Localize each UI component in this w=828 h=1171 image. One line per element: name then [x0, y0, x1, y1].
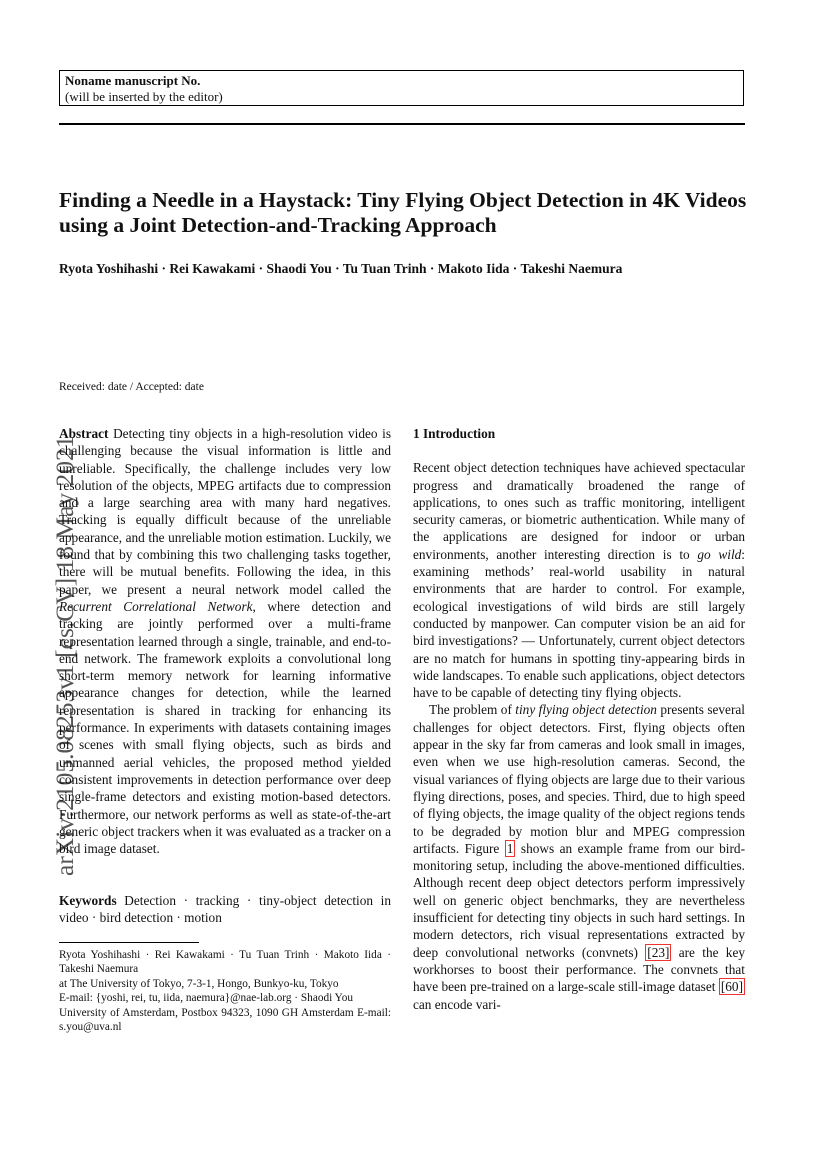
manuscript-note: (will be inserted by the editor) — [65, 89, 223, 104]
arxiv-id: arXiv:2105.08253v1 [cs.CV] 18 May 2021 — [50, 435, 79, 876]
citation-link-60[interactable]: [60] — [720, 979, 743, 995]
keywords — [59, 892, 391, 927]
intro-p1-a: Recent object detection techniques have achieved spectacular progress and dramatically broadened the range of applications, to ones such as traffic monitoring, intelligent security cameras, or biometric authentication. While many of the applications are designed for indoor or urban environments, another interesting direction is to — [413, 460, 745, 562]
intro-paragraph-1 — [413, 459, 745, 701]
footnote-line-2: at The University of Tokyo, 7-3-1, Hongo, Bunkyo-ku, Tokyo — [59, 977, 339, 990]
footnote-rule — [59, 942, 199, 943]
intro-p2-c: shows an example frame from our bird-monitoring setup, including the above-mentioned difficulties. Although recent deep object detectors perform impressively well on generic object benchmarks, they are nevertheless insufficient for detecting tiny objects in such hard settings. In modern detectors, rich visual representations extracted by deep convolutional networks (convnets) — [413, 840, 745, 960]
intro-p2-a: The problem of — [429, 702, 516, 718]
abstract-heading: Abstract — [59, 426, 109, 441]
intro-p2-d: are the key workhorses to boost their performance. The convnets that have been pre-trained on a large-scale still-image dataset — [413, 944, 745, 995]
abstract-text-2: , where detection and tracking are jointly performed over a multi-frame representation learned through a single, trainable, and end-to-end network. The framework exploits a convolutional long short-term memory network for learning informative appearance changes for detection, while the learned representation is shared in tracking for enhancing its performance. In experiments with datasets containing images of scenes with small flying objects, such as birds and unmanned aerial vehicles, the proposed method yielded consistent improvements in detection performance over deep single-frame detectors and existing motion-based detectors. Furthermore, our network performs as well as state-of-the-art generic object trackers when it was evaluated as a tracker on a bird image dataset. — [59, 598, 391, 857]
intro-p1-emph: go wild — [697, 546, 742, 562]
abstract — [59, 425, 391, 857]
citation-link-23[interactable]: [23] — [647, 944, 670, 960]
keywords-heading: Keywords — [59, 893, 117, 908]
abstract-emph: Recurrent Correlational Network — [59, 598, 253, 614]
intro-p2-e: can encode vari- — [413, 996, 501, 1012]
manuscript-label: Noname manuscript No. — [65, 73, 201, 88]
footnote-line-3: E-mail: {yoshi, rei, tu, iida, naemura}@nae-lab.org · Shaodi You — [59, 992, 353, 1005]
arxiv-sidebar — [16, 356, 79, 876]
figure-ref-link[interactable]: 1 — [506, 840, 514, 856]
intro-paragraph-2 — [413, 701, 745, 1012]
header-rule — [59, 123, 745, 125]
received-line: Received: date / Accepted: date — [59, 381, 204, 393]
intro-p2-b: presents several challenges for object detectors. First, flying objects often appear in the sky far from cameras and look small in images, even when we use high-resolution cameras. Second, the visual variances of flying objects are large due to their various flying directions, poses, and species. Third, due to high speed of flying objects, the image quality of the object regions tends to be degraded by motion blur and MPEG compression artifacts. Figure — [413, 702, 745, 856]
intro-p2-emph: tiny flying object detection — [515, 702, 657, 718]
affiliation-footnote — [59, 948, 391, 1034]
keywords-text: Detection · tracking · tiny-object detection in video · bird detection · motion — [59, 893, 391, 926]
abstract-text-1: Detecting tiny objects in a high-resolution video is challenging because the visual information is little and unreliable. Specifically, the challenge includes very low resolution of the objects, MPEG artifacts due to compression and a large searching area with many hard negatives. Tracking is equally difficult because of the unreliable appearance, and the unreliable motion estimation. Luckily, we found that by combining this two challenging tasks together, there will be mutual benefits. Following the idea, in this paper, we present a neural network model called the — [59, 426, 391, 597]
intro-heading: 1 Introduction — [413, 426, 496, 441]
footnote-line-1: Ryota Yoshihashi · Rei Kawakami · Tu Tuan Trinh · Makoto Iida · Takeshi Naemura — [59, 949, 391, 976]
introduction — [413, 425, 745, 1013]
footnote-line-4: University of Amsterdam, Postbox 94323, 1090 GH Amsterdam E-mail: s.you@uva.nl — [59, 1006, 391, 1034]
author-list: Ryota Yoshihashi · Rei Kawakami · Shaodi You · Tu Tuan Trinh · Makoto Iida · Takeshi Naemura — [59, 261, 623, 276]
paper-title: Finding a Needle in a Haystack: Tiny Flying Object Detection in 4K Videos using a Joint Detection-and-Tracking Approach — [59, 188, 747, 237]
manuscript-box — [59, 70, 744, 106]
intro-p1-b: : examining methods’ real-world usability in natural environments that are harder to control. For example, ecological investigations of wild birds are still largely conducted by manpower. Can computer vision be an aid for bird investigations? — Unfortunately, current object detectors are no match for humans in spotting tiny-appearing birds in wide landscapes. To enable such applications, object detectors have to be capable of detecting tiny flying objects. — [413, 546, 745, 701]
